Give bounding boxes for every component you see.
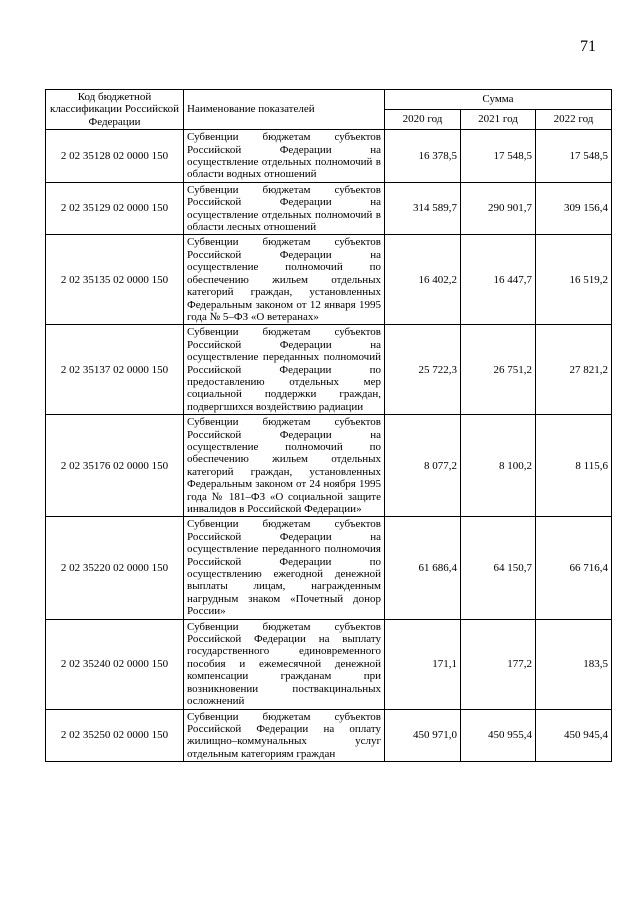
budget-code: 2 02 35220 02 0000 150 <box>46 517 184 619</box>
amount-2021: 16 447,7 <box>461 235 536 325</box>
header-code: Код бюджетной классификации Российской Федерации <box>46 90 184 130</box>
amount-2021: 290 901,7 <box>461 182 536 235</box>
header-sum: Сумма <box>385 90 612 110</box>
amount-2022: 8 115,6 <box>536 415 612 517</box>
amount-2022: 16 519,2 <box>536 235 612 325</box>
page-number: 71 <box>580 38 596 55</box>
indicator-name: Субвенции бюджетам субъектов Российской Федерации на осуществление полномочий по обеспечению жильем отдельных категорий граждан, установленных Федеральным законом от 24 ноября 1995 года № 181–ФЗ «О социальной защите инвалидов в Российской Федерации» <box>184 415 385 517</box>
budget-code: 2 02 35240 02 0000 150 <box>46 619 184 709</box>
amount-2020: 171,1 <box>385 619 461 709</box>
amount-2022: 66 716,4 <box>536 517 612 619</box>
table-row <box>46 182 612 235</box>
indicator-name: Субвенции бюджетам субъектов Российской Федерации на осуществление полномочий по обеспечению жильем отдельных категорий граждан, установленных Федеральным законом от 12 января 1995 года № 5–ФЗ «О ветеранах» <box>184 235 385 325</box>
indicator-name: Субвенции бюджетам субъектов Российской Федерации на осуществление отдельных полномочий в области лесных отношений <box>184 182 385 235</box>
amount-2021: 64 150,7 <box>461 517 536 619</box>
header-name: Наименование показателей <box>184 90 385 130</box>
amount-2022: 17 548,5 <box>536 130 612 183</box>
amount-2021: 177,2 <box>461 619 536 709</box>
amount-2021: 26 751,2 <box>461 325 536 415</box>
indicator-name: Субвенции бюджетам субъектов Российской Федерации на выплату государственного единовременного пособия и ежемесячной денежной компенсации гражданам при возникновении поствакцинальных осложнений <box>184 619 385 709</box>
budget-code: 2 02 35250 02 0000 150 <box>46 709 184 762</box>
amount-2022: 27 821,2 <box>536 325 612 415</box>
header-year-2022: 2022 год <box>536 110 612 130</box>
amount-2021: 450 955,4 <box>461 709 536 762</box>
amount-2022: 309 156,4 <box>536 182 612 235</box>
header-row-1 <box>46 90 612 110</box>
amount-2020: 314 589,7 <box>385 182 461 235</box>
budget-code: 2 02 35129 02 0000 150 <box>46 182 184 235</box>
amount-2020: 61 686,4 <box>385 517 461 619</box>
table-row <box>46 325 612 415</box>
table-row <box>46 709 612 762</box>
amount-2020: 8 077,2 <box>385 415 461 517</box>
budget-code: 2 02 35128 02 0000 150 <box>46 130 184 183</box>
table-row <box>46 517 612 619</box>
indicator-name: Субвенции бюджетам субъектов Российской Федерации на осуществление переданного полномочия Российской Федерации по осуществлению ежегодной денежной выплаты лицам, награжденным нагрудным знаком «Почетный донор России» <box>184 517 385 619</box>
budget-code: 2 02 35135 02 0000 150 <box>46 235 184 325</box>
indicator-name: Субвенции бюджетам субъектов Российской Федерации на осуществление отдельных полномочий в области водных отношений <box>184 130 385 183</box>
amount-2020: 25 722,3 <box>385 325 461 415</box>
indicator-name: Субвенции бюджетам субъектов Российской Федерации на осуществление переданных полномочий Российской Федерации по предоставлению отдельных мер социальной поддержки граждан, подвергшихся воздействию радиации <box>184 325 385 415</box>
header-year-2021: 2021 год <box>461 110 536 130</box>
amount-2020: 16 378,5 <box>385 130 461 183</box>
table-row <box>46 619 612 709</box>
amount-2020: 450 971,0 <box>385 709 461 762</box>
budget-table <box>45 89 612 762</box>
amount-2022: 450 945,4 <box>536 709 612 762</box>
table-row <box>46 415 612 517</box>
amount-2021: 17 548,5 <box>461 130 536 183</box>
indicator-name: Субвенции бюджетам субъектов Российской Федерации на оплату жилищно–коммунальных услуг отдельным категориям граждан <box>184 709 385 762</box>
table-row <box>46 235 612 325</box>
header-year-2020: 2020 год <box>385 110 461 130</box>
budget-code: 2 02 35176 02 0000 150 <box>46 415 184 517</box>
budget-code: 2 02 35137 02 0000 150 <box>46 325 184 415</box>
amount-2022: 183,5 <box>536 619 612 709</box>
table-row <box>46 130 612 183</box>
amount-2020: 16 402,2 <box>385 235 461 325</box>
amount-2021: 8 100,2 <box>461 415 536 517</box>
